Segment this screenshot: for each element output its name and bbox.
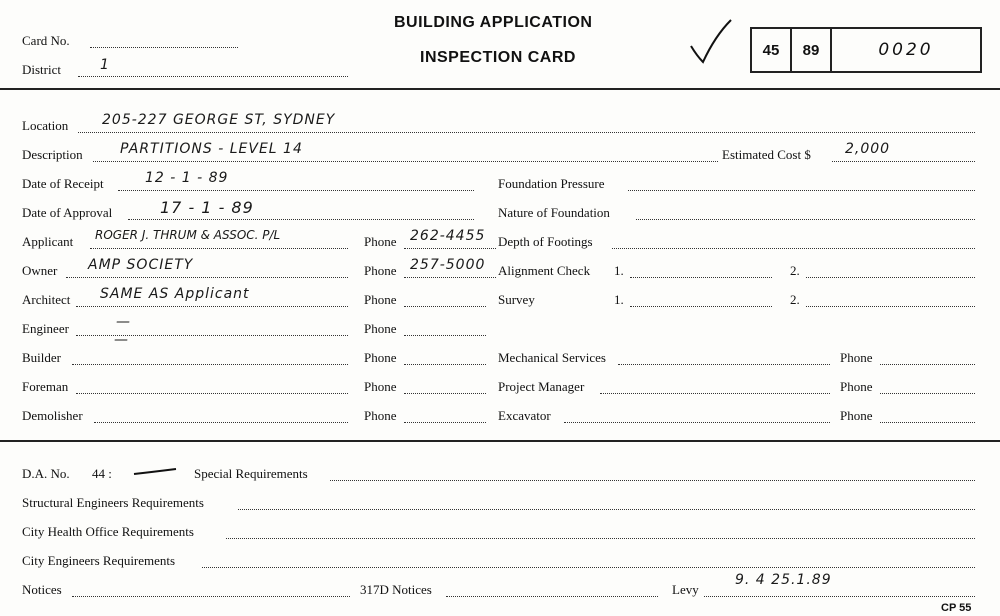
applicant-field[interactable] (90, 248, 348, 249)
box-c: 0020 (878, 40, 934, 60)
owner-label: Owner (22, 263, 58, 278)
date-approval-value: 17 - 1 - 89 (160, 198, 254, 217)
notices-317d-field[interactable] (446, 596, 658, 597)
date-receipt-label: Date of Receipt (22, 176, 104, 191)
location-label: Location (22, 118, 69, 133)
card-no-field[interactable] (90, 47, 238, 48)
form-code: CP 55 (941, 602, 972, 614)
estimated-cost-value: 2,000 (845, 141, 891, 157)
city-engineers-requirements-label: City Engineers Requirements (22, 553, 176, 568)
foreman-phone-label: Phone (364, 379, 397, 394)
notices-label: Notices (22, 582, 62, 597)
date-approval-field[interactable] (128, 219, 474, 220)
survey-1-label: 1. (614, 292, 624, 307)
mechanical-phone-field[interactable] (880, 364, 975, 365)
project-manager-phone-field[interactable] (880, 393, 975, 394)
estimated-cost-label: Estimated Cost $ (722, 147, 811, 162)
project-manager-field[interactable] (600, 393, 830, 394)
applicant-phone-label: Phone (364, 234, 397, 249)
location-field[interactable] (78, 132, 975, 133)
estimated-cost-field[interactable] (832, 161, 975, 162)
da-no-label: D.A. No. (22, 466, 70, 481)
owner-phone-value: 257-5000 (410, 257, 486, 273)
card-title-line2: INSPECTION CARD (420, 49, 576, 66)
survey-1-field[interactable] (630, 306, 772, 307)
builder-field[interactable] (72, 364, 348, 365)
alignment-check-label: Alignment Check (498, 263, 591, 278)
demolisher-label: Demolisher (22, 408, 83, 423)
architect-label: Architect (22, 292, 71, 307)
levy-field[interactable] (704, 596, 975, 597)
owner-phone-field[interactable] (404, 277, 496, 278)
date-receipt-field[interactable] (118, 190, 474, 191)
location-value: 205-227 GEORGE ST, SYDNEY (102, 112, 336, 128)
description-value: PARTITIONS - LEVEL 14 (120, 141, 303, 157)
divider-middle (0, 440, 1000, 442)
card-no-label: Card No. (22, 33, 70, 48)
excavator-label: Excavator (498, 408, 551, 423)
date-receipt-value: 12 - 1 - 89 (145, 170, 229, 186)
survey-2-field[interactable] (806, 306, 975, 307)
district-field[interactable] (78, 76, 348, 77)
depth-footings-label: Depth of Footings (498, 234, 593, 249)
owner-value: AMP SOCIETY (88, 257, 194, 273)
excavator-phone-field[interactable] (880, 422, 975, 423)
foreman-phone-field[interactable] (404, 393, 486, 394)
structural-requirements-label: Structural Engineers Requirements (22, 495, 204, 510)
builder-phone-field[interactable] (404, 364, 486, 365)
architect-field[interactable] (76, 306, 348, 307)
demolisher-phone-field[interactable] (404, 422, 486, 423)
survey-label: Survey (498, 292, 535, 307)
builder-value: — (114, 332, 129, 348)
structural-requirements-field[interactable] (238, 509, 975, 510)
box-a: 45 (752, 29, 792, 71)
applicant-phone-field[interactable] (404, 248, 496, 249)
checkmark-icon (685, 16, 735, 66)
architect-phone-field[interactable] (404, 306, 486, 307)
card-number-boxes (750, 27, 982, 73)
notices-field[interactable] (72, 596, 350, 597)
special-requirements-label: Special Requirements (194, 466, 308, 481)
notices-317d-label: 317D Notices (360, 582, 432, 597)
foreman-label: Foreman (22, 379, 69, 394)
builder-phone-label: Phone (364, 350, 397, 365)
divider-top (0, 88, 1000, 90)
excavator-field[interactable] (564, 422, 830, 423)
alignment-check-2-label: 2. (790, 263, 800, 278)
city-health-requirements-field[interactable] (226, 538, 975, 539)
owner-phone-label: Phone (364, 263, 397, 278)
city-engineers-requirements-field[interactable] (202, 567, 975, 568)
engineer-label: Engineer (22, 321, 69, 336)
project-manager-label: Project Manager (498, 379, 585, 394)
applicant-value: ROGER J. THRUM & ASSOC. P/L (95, 228, 281, 242)
alignment-check-1-label: 1. (614, 263, 624, 278)
mechanical-field[interactable] (618, 364, 830, 365)
description-field[interactable] (93, 161, 718, 162)
demolisher-field[interactable] (94, 422, 348, 423)
applicant-label: Applicant (22, 234, 74, 249)
da-no-value: 44 : (92, 466, 112, 481)
engineer-phone-label: Phone (364, 321, 397, 336)
architect-phone-label: Phone (364, 292, 397, 307)
da-no-dash-mark (132, 466, 178, 478)
builder-label: Builder (22, 350, 61, 365)
engineer-value: — (116, 314, 131, 330)
district-label: District (22, 62, 61, 77)
excavator-phone-label: Phone (840, 408, 873, 423)
survey-2-label: 2. (790, 292, 800, 307)
alignment-check-2-field[interactable] (806, 277, 975, 278)
date-approval-label: Date of Approval (22, 205, 113, 220)
levy-label: Levy (672, 582, 699, 597)
nature-foundation-field[interactable] (636, 219, 975, 220)
mechanical-phone-label: Phone (840, 350, 873, 365)
architect-value: SAME AS Applicant (100, 286, 250, 302)
alignment-check-1-field[interactable] (630, 277, 772, 278)
demolisher-phone-label: Phone (364, 408, 397, 423)
applicant-phone-value: 262-4455 (410, 228, 486, 244)
description-label: Description (22, 147, 83, 162)
project-manager-phone-label: Phone (840, 379, 873, 394)
city-health-requirements-label: City Health Office Requirements (22, 524, 194, 539)
special-requirements-field[interactable] (330, 480, 975, 481)
owner-field[interactable] (66, 277, 348, 278)
district-value: 1 (100, 57, 110, 73)
nature-foundation-label: Nature of Foundation (498, 205, 610, 220)
levy-value: 9. 4 25.1.89 (735, 572, 832, 588)
engineer-phone-field[interactable] (404, 335, 486, 336)
foundation-pressure-label: Foundation Pressure (498, 176, 605, 191)
box-b: 89 (792, 29, 832, 71)
foundation-pressure-field[interactable] (628, 190, 975, 191)
foreman-field[interactable] (76, 393, 348, 394)
mechanical-label: Mechanical Services (498, 350, 606, 365)
card-title-line1: BUILDING APPLICATION (394, 14, 593, 31)
depth-footings-field[interactable] (612, 248, 975, 249)
